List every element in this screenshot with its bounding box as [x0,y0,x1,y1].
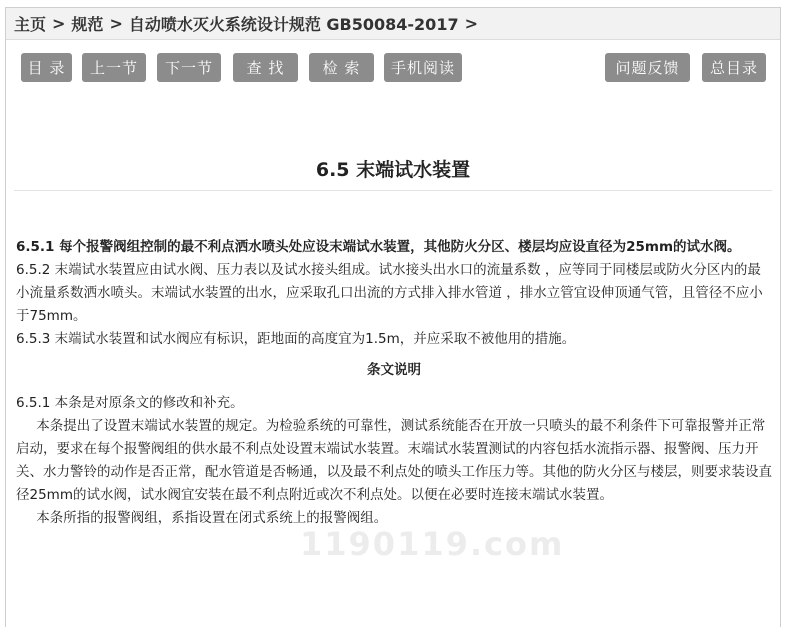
breadcrumb-separator: > [52,14,66,33]
section-title: 6.5 末端试水装置 [315,159,471,181]
clause-6-5-2: 6.5.2 末端试水装置应由试水阀、压力表以及试水接头组成。试水接头出水口的流量系数 ，应等同于同楼层或防火分区内的最小流量系数洒水喷头。末端试水装置的出水，应采取孔口出流的方式排入排水管道 ，排水立管宜设伸顶通气管，且管径不应小于75mm。 [16,262,763,324]
breadcrumb-home-link[interactable]: 主页 [14,15,47,34]
breadcrumb-standard-link[interactable]: 自动喷水灭火系统设计规范 GB50084-2017 [128,15,459,34]
explanation-paragraph: 本条所指的报警阀组，系指设置在闭式系统上的报警阀组。 [36,510,388,526]
explanation-6-5-1: 6.5.1 本条是对原条文的修改和补充。 [16,395,244,411]
prev-section-button[interactable]: 上一节 [82,53,146,82]
breadcrumb [6,8,780,40]
article-body [16,236,772,530]
explanation-heading: 条文说明 [367,362,421,378]
contents-button[interactable]: 目 录 [21,53,72,82]
mobile-read-button[interactable]: 手机阅读 [384,53,462,82]
clause-6-5-1: 6.5.1 每个报警阀组控制的最不利点洒水喷头处应设末端试水装置，其他防火分区、楼层均应设直径为25mm的试水阀。 [16,239,741,255]
breadcrumb-section-link[interactable]: 规范 [71,15,104,34]
search-button[interactable]: 检 索 [309,53,374,82]
watermark: 1190119.com [300,525,565,563]
breadcrumb-separator: > [464,14,478,33]
breadcrumb-separator: > [109,14,123,33]
find-button[interactable]: 查 找 [233,53,298,82]
feedback-button[interactable]: 问题反馈 [605,53,690,82]
next-section-button[interactable]: 下一节 [157,53,221,82]
clause-6-5-3: 6.5.3 末端试水装置和试水阀应有标识，距地面的高度宜为1.5m，并应采取不被他用的措施。 [16,331,576,347]
title-divider [14,190,772,191]
index-button[interactable]: 总目录 [702,53,766,82]
toolbar [0,53,787,83]
explanation-paragraph: 本条提出了设置末端试水装置的规定。为检验系统的可靠性，测试系统能否在开放一只喷头的最不利条件下可靠报警并正常启动，要求在每个报警阀组的供水最不利点处设置末端试水装置。末端试水装置测试的内容包括水流指示器、报警阀、压力开关、水力警铃的动作是否正常，配水管道是否畅通，以及最不利点处的喷头工作压力等。其他的防火分区与楼层，则要求装设直径25mm的试水阀，试水阀宜安装在最不利点附近或次不利点处。以便在必要时连接末端试水装置。 [16,418,772,503]
